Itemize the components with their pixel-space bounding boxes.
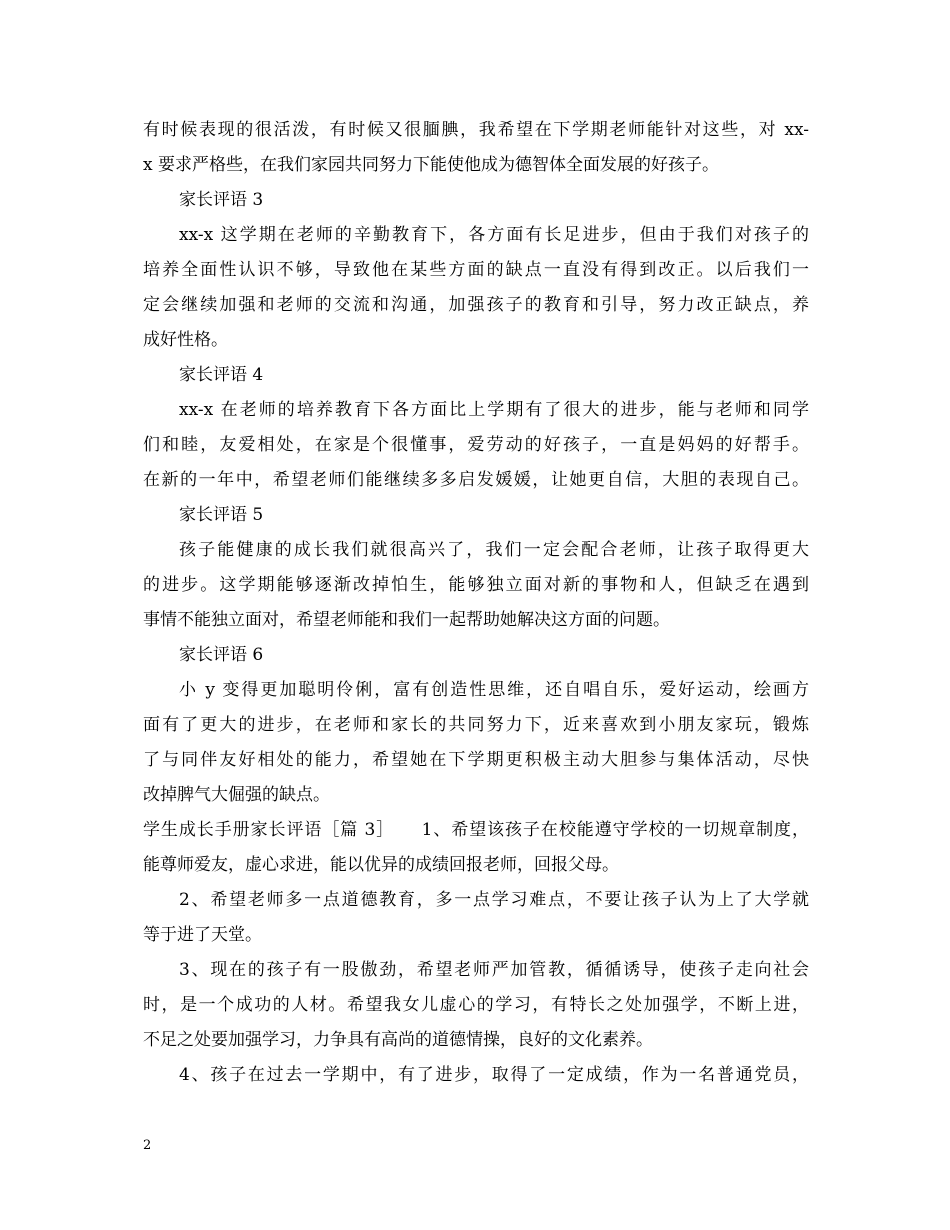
body-text-line: 面有了更大的进步，在老师和家长的共同努力下，近来喜欢到小朋友家玩，锻炼 xyxy=(143,715,809,735)
body-text-line: 培养全面性认识不够，导致他在某些方面的缺点一直没有得到改正。以后我们一 xyxy=(143,260,809,280)
body-text-line: 不足之处要加强学习，力争具有高尚的道德情操，良好的文化素养。 xyxy=(143,1030,653,1050)
body-text-line: x 要求严格些，在我们家园共同努力下能使他成为德智体全面发展的好孩子。 xyxy=(143,155,719,175)
section-title-line: 学生成长手册家长评语［篇 3］ 1、希望该孩子在校能遵守学校的一切规章制度， xyxy=(143,820,809,840)
page-number: 2 xyxy=(143,1138,152,1153)
body-text-line: xx-x 在老师的培养教育下各方面比上学期有了很大的进步，能与老师和同学 xyxy=(179,400,809,420)
body-text-line: 成好性格。 xyxy=(143,330,228,350)
section-heading: 家长评语 4 xyxy=(179,365,264,385)
body-text-line: xx-x 这学期在老师的辛勤教育下，各方面有长足进步，但由于我们对孩子的 xyxy=(179,225,809,245)
section-heading: 家长评语 3 xyxy=(179,190,264,210)
body-text-line: 有时候表现的很活泼，有时候又很腼腆，我希望在下学期老师能针对这些，对 xx- xyxy=(143,120,809,140)
section-heading: 家长评语 5 xyxy=(179,505,264,525)
body-text-line: 事情不能独立面对，希望老师能和我们一起帮助她解决这方面的问题。 xyxy=(143,610,670,630)
body-text-line: 2、希望老师多一点道德教育，多一点学习难点，不要让孩子认为上了大学就 xyxy=(179,890,809,910)
body-text-line: 在新的一年中，希望老师们能继续多多启发媛媛，让她更自信，大胆的表现自己。 xyxy=(143,470,809,490)
body-text-line: 等于进了天堂。 xyxy=(143,925,262,945)
body-text-line: 们和睦，友爱相处，在家是个很懂事，爱劳动的好孩子，一直是妈妈的好帮手。 xyxy=(143,435,809,455)
body-text-line: 小 y 变得更加聪明伶俐，富有创造性思维，还自唱自乐，爱好运动，绘画方 xyxy=(179,680,809,700)
body-text-line: 改掉脾气大倔强的缺点。 xyxy=(143,785,330,805)
body-text-line: 孩子能健康的成长我们就很高兴了，我们一定会配合老师，让孩子取得更大 xyxy=(179,540,809,560)
body-text-line: 4、孩子在过去一学期中，有了进步，取得了一定成绩，作为一名普通党员， xyxy=(179,1065,809,1085)
body-text-line: 3、现在的孩子有一股傲劲，希望老师严加管教，循循诱导，使孩子走向社会 xyxy=(179,960,809,980)
body-text-line: 的进步。这学期能够逐渐改掉怕生，能够独立面对新的事物和人，但缺乏在遇到 xyxy=(143,575,809,595)
body-text-line: 时，是一个成功的人材。希望我女儿虚心的学习，有特长之处加强学，不断上进， xyxy=(143,995,809,1015)
section-heading: 家长评语 6 xyxy=(179,645,264,665)
body-text-line: 了与同伴友好相处的能力，希望她在下学期更积极主动大胆参与集体活动，尽快 xyxy=(143,750,809,770)
body-text-line: 能尊师爱友，虚心求进，能以优异的成绩回报老师，回报父母。 xyxy=(143,855,619,875)
body-text-line: 定会继续加强和老师的交流和沟通，加强孩子的教育和引导，努力改正缺点，养 xyxy=(143,295,809,315)
